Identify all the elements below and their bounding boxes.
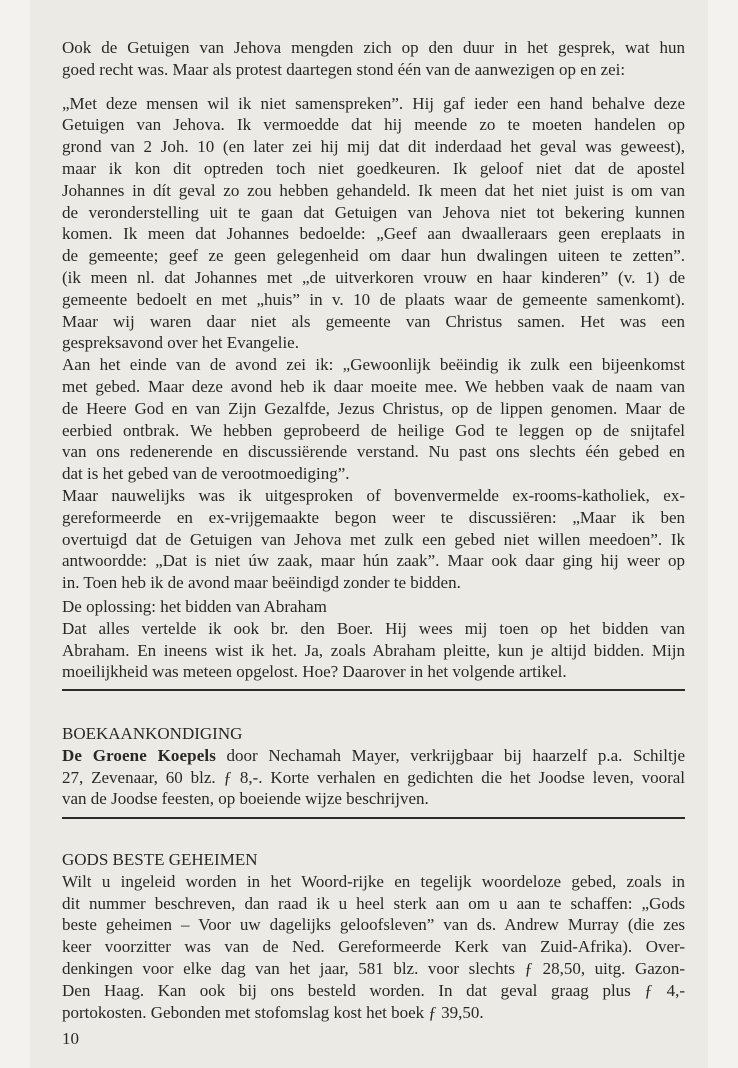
section-heading-announcement: BOEKAANKONDIGING [62, 724, 243, 743]
paragraph [62, 485, 685, 594]
text-line: met gebed. Maar deze avond heb ik daar moeite mee. We hebben vaak de naam van [62, 376, 685, 396]
announcement-first-line [62, 745, 685, 767]
text-line: de Heere God en van Zijn Gezalfde, Jezus Christus, op de lippen genomen. Maar de [62, 398, 685, 418]
text-line: dat is het gebed van de verootmoediging”. [62, 464, 350, 484]
text-line: in. Toen heb ik de avond maar beëindigd zonder te bidden. [62, 573, 461, 593]
paragraph [62, 37, 685, 81]
text-line: van ons redenerende en discussiërende verstand. Nu past ons slechts één gebed en [62, 442, 685, 462]
text-line: de veronderstelling uit te gaan dat Getuigen van Jehova niet tot bekering kunnen [62, 202, 685, 222]
text-line: grond van 2 Joh. 10 (en later zei hij mij dat dit inderdaad het geval was geweest), [62, 137, 685, 157]
text-line: portokosten. Gebonden met stofomslag kost het boek ƒ 39,50. [62, 1002, 484, 1022]
text-line: „Met deze mensen wil ik niet samenspreken”. Hij gaf ieder een hand behalve deze [62, 93, 685, 113]
text-line: Getuigen van Jehova. Ik vermoedde dat hij meende zo te moeten handelen op [62, 115, 685, 135]
announcement-text-rest [62, 767, 685, 811]
text-line: gemeente bedoelt en met „huis” in v. 10 de plaats waar de gemeente samenkomt). [62, 289, 685, 309]
text-line: (ik meen nl. dat Johannes met „de uitverkoren vrouw en haar kinderen” (v. 1) de [62, 267, 685, 287]
text-line: Ook de Getuigen van Jehova mengden zich op den duur in het gesprek, wat hun [62, 38, 685, 57]
text-line: Maar wij waren daar niet als gemeente van Christus samen. Het was een [62, 311, 685, 331]
section-heading-gods-secrets: GODS BESTE GEHEIMEN [62, 850, 258, 869]
text-line: Maar nauwelijks was ik uitgesproken of bovenvermelde ex-rooms-katholiek, ex- [62, 485, 685, 505]
announcement-text: door Nechamah Mayer, verkrijgbaar bij haarzelf p.a. Schiltje [215, 745, 685, 765]
text-line: maar ik kon dit optreden toch niet goedkeuren. Ik geloof niet dat de apostel [62, 158, 685, 178]
solution-text [62, 618, 685, 683]
announcement-section [62, 723, 685, 810]
book-title: De Groene Koepels [62, 745, 216, 765]
text-line: komen. Ik meen dat Johannes bedoelde: „Geef aan dwaalleraars geen ereplaats in [62, 224, 685, 244]
text-line: 27, Zevenaar, 60 blz. ƒ 8,-. Korte verhalen en gedichten die het Joodse leven, vooral [62, 767, 685, 787]
text-line: Abraham. En ineens wist ik het. Ja, zoals Abraham pleitte, kun je altijd bidden. Mijn [62, 640, 685, 660]
text-line: Johannes in dít geval zo zou hebben gehandeld. Ik meen dat het niet juist is om van [62, 180, 685, 200]
text-line: Aan het einde van de avond zei ik: „Gewoonlijk beëindig ik zulk een bijeenkomst [62, 355, 685, 375]
text-line: Wilt u ingeleid worden in het Woord-rijke en tegelijk woordeloze gebed, zoals in [62, 871, 685, 891]
text-line: keer voorzitter was van de Ned. Gereformeerde Kerk van Zuid-Afrika). Over- [62, 937, 685, 957]
solution-section [62, 596, 685, 683]
paragraph [62, 354, 685, 485]
article-body [62, 37, 685, 594]
section-divider [62, 817, 685, 819]
text-line: gereformeerde en ex-vrijgemaakte begon weer te discussiëren: „Maar ik ben [62, 507, 685, 527]
text-line: denkingen voor elke dag van het jaar, 581 blz. voor slechts ƒ 28,50, uitg. Gazon- [62, 958, 685, 978]
text-line: gespreksavond over het Evangelie. [62, 333, 299, 353]
text-line: overtuigd dat de Getuigen van Jehova met zulk een gebed niet willen meedoen”. Ik [62, 529, 685, 549]
text-line: dit nummer beschreven, dan raad ik u heel sterk aan om u aan te schaffen: „Gods [62, 893, 685, 913]
text-line: beste geheimen – Voor uw dagelijks geloofsleven” van ds. Andrew Murray (die zes [62, 915, 685, 935]
section-heading-solution: De oplossing: het bidden van Abraham [62, 597, 327, 616]
text-line: Den Haag. Kan ook bij ons besteld worden. In dat geval graag plus ƒ 4,- [62, 980, 685, 1000]
text-line: Dat alles vertelde ik ook br. den Boer. Hij wees mij toen op het bidden van [62, 618, 685, 638]
text-line: eerbied ontbrak. We hebben geprobeerd de heilige God te leggen op de snijtafel [62, 420, 685, 440]
text-line: de gemeente; geef ze geen gelegenheid om daar hun dwalingen uiteen te zetten”. [62, 246, 685, 266]
text-line: moeilijkheid was meteen opgelost. Hoe? Daarover in het volgende artikel. [62, 662, 567, 682]
page-number: 10 [62, 1029, 79, 1048]
gods-secrets-text [62, 871, 685, 1024]
paragraph [62, 93, 685, 355]
section-divider [62, 689, 685, 691]
text-line: goed recht was. Maar als protest daartegen stond één van de aanwezigen op en zei: [62, 59, 626, 79]
text-line: van de Joodse feesten, op boeiende wijze beschrijven. [62, 789, 429, 809]
gods-secrets-section [62, 849, 685, 1023]
text-line: antwoordde: „Dat is niet úw zaak, maar hún zaak”. Maar ook daar ging hij weer op [62, 551, 685, 571]
